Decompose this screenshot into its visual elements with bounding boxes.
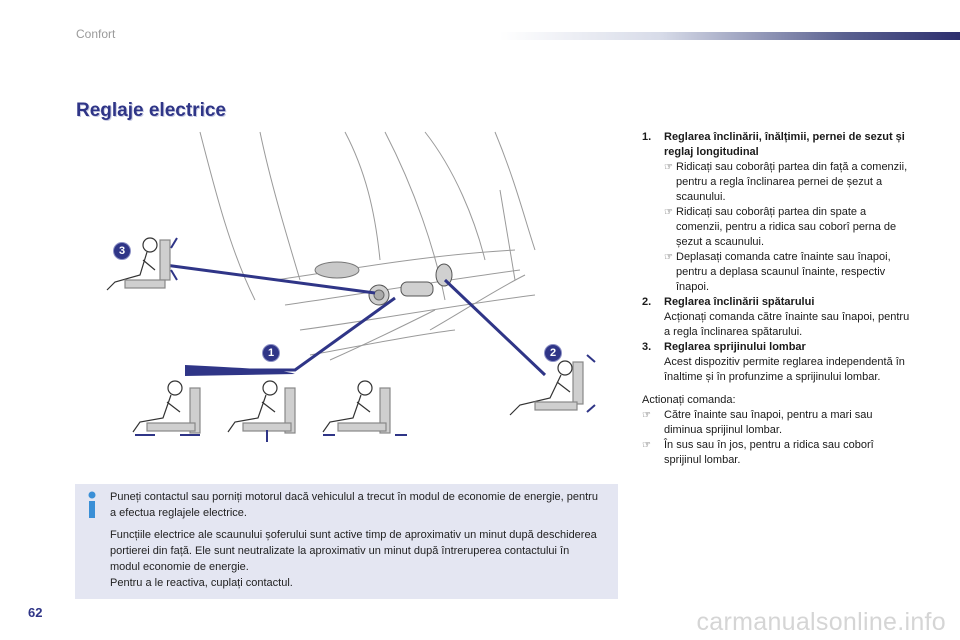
bullet-text: În sus sau în jos, pentru a ridica sau coborî sprijinul lombar.: [664, 439, 874, 466]
list-item: [664, 160, 912, 205]
instructions: [642, 130, 912, 468]
figure-seat-height: [228, 381, 295, 442]
instruction-item-3: [642, 340, 912, 385]
info-box: [75, 484, 618, 599]
bullet-text: Ridicați sau coborâți partea din spate a comenzii, pentru a ridica sau coborî perna de șezut a scaunului.: [676, 206, 897, 248]
seat-illustration: [95, 130, 615, 455]
callout-3: 3: [113, 242, 131, 260]
seat-switch: [401, 282, 433, 296]
list-item: [642, 408, 912, 438]
item-number: 2.: [642, 296, 652, 308]
list-item: [664, 250, 912, 295]
page-title: Reglaje electrice: [76, 100, 226, 121]
list-item: [664, 205, 912, 250]
instruction-item-1: [642, 130, 912, 295]
watermark: carmanualsonline.info: [696, 608, 946, 636]
section-label: Confort: [76, 27, 116, 41]
figure-backrest: [510, 355, 595, 415]
bullet-text: Către înainte sau înapoi, pentru a mari sau diminua sprijinul lombar.: [664, 409, 873, 436]
item-text: Acest dispozitiv permite reglarea independentă în înaltime și în profunzime a sprijinului lombar.: [664, 356, 905, 383]
item-title: Reglarea sprijinului lombar: [664, 341, 806, 353]
item-title: Reglarea înclinării spătarului: [664, 296, 815, 308]
figure-seat-slide: [323, 381, 407, 435]
callout-2: 2: [544, 344, 562, 362]
pointing-hand-icon: ☞: [664, 252, 673, 263]
list-item: [642, 438, 912, 468]
header-bar: [500, 32, 960, 40]
action-intro: Actionați comanda:: [642, 394, 736, 406]
item-text: Acționați comanda către înainte sau înapoi, pentru a regla înclinarea spătarului.: [664, 311, 910, 338]
pointing-hand-icon: ☞: [664, 162, 673, 173]
pointing-hand-icon: ☞: [642, 410, 651, 421]
bullet-text: Deplasați comanda catre înainte sau înapoi, pentru a deplasa scaunul înainte, respectiv înapoi.: [676, 251, 891, 293]
info-paragraph: Funcțiile electrice ale scaunului șoferului sunt active timp de aproximativ un minut după deschiderea portierei din față. Ele sunt neutralizate la aproximativ un minut după întreruperea contactului în modul economie de energie.: [110, 529, 597, 573]
instruction-item-2: [642, 295, 912, 340]
pointing-hand-icon: ☞: [642, 440, 651, 451]
lumbar-knob: [369, 285, 389, 305]
item-number: 3.: [642, 341, 652, 353]
info-icon: [85, 490, 99, 520]
lever-handle: [315, 262, 359, 278]
callout-1: 1: [262, 344, 280, 362]
item-number: 1.: [642, 131, 652, 143]
bullet-text: Ridicați sau coborâți partea din față a comenzii, pentru a regla înclinarea pernei de șezut a scaunului.: [676, 161, 908, 203]
item-title: Reglarea înclinării, înălțimii, pernei de sezut și reglaj longitudinal: [664, 131, 905, 158]
figure-seat-tilt: [133, 381, 200, 435]
pointing-hand-icon: ☞: [664, 207, 673, 218]
info-paragraph: Puneți contactul sau porniți motorul dacă vehiculul a trecut în modul de economie de energie, pentru a efectua reglajele electrice.: [110, 491, 598, 519]
info-paragraph: Pentru a le reactiva, cuplați contactul.: [110, 577, 293, 589]
page-number: 62: [28, 605, 43, 620]
